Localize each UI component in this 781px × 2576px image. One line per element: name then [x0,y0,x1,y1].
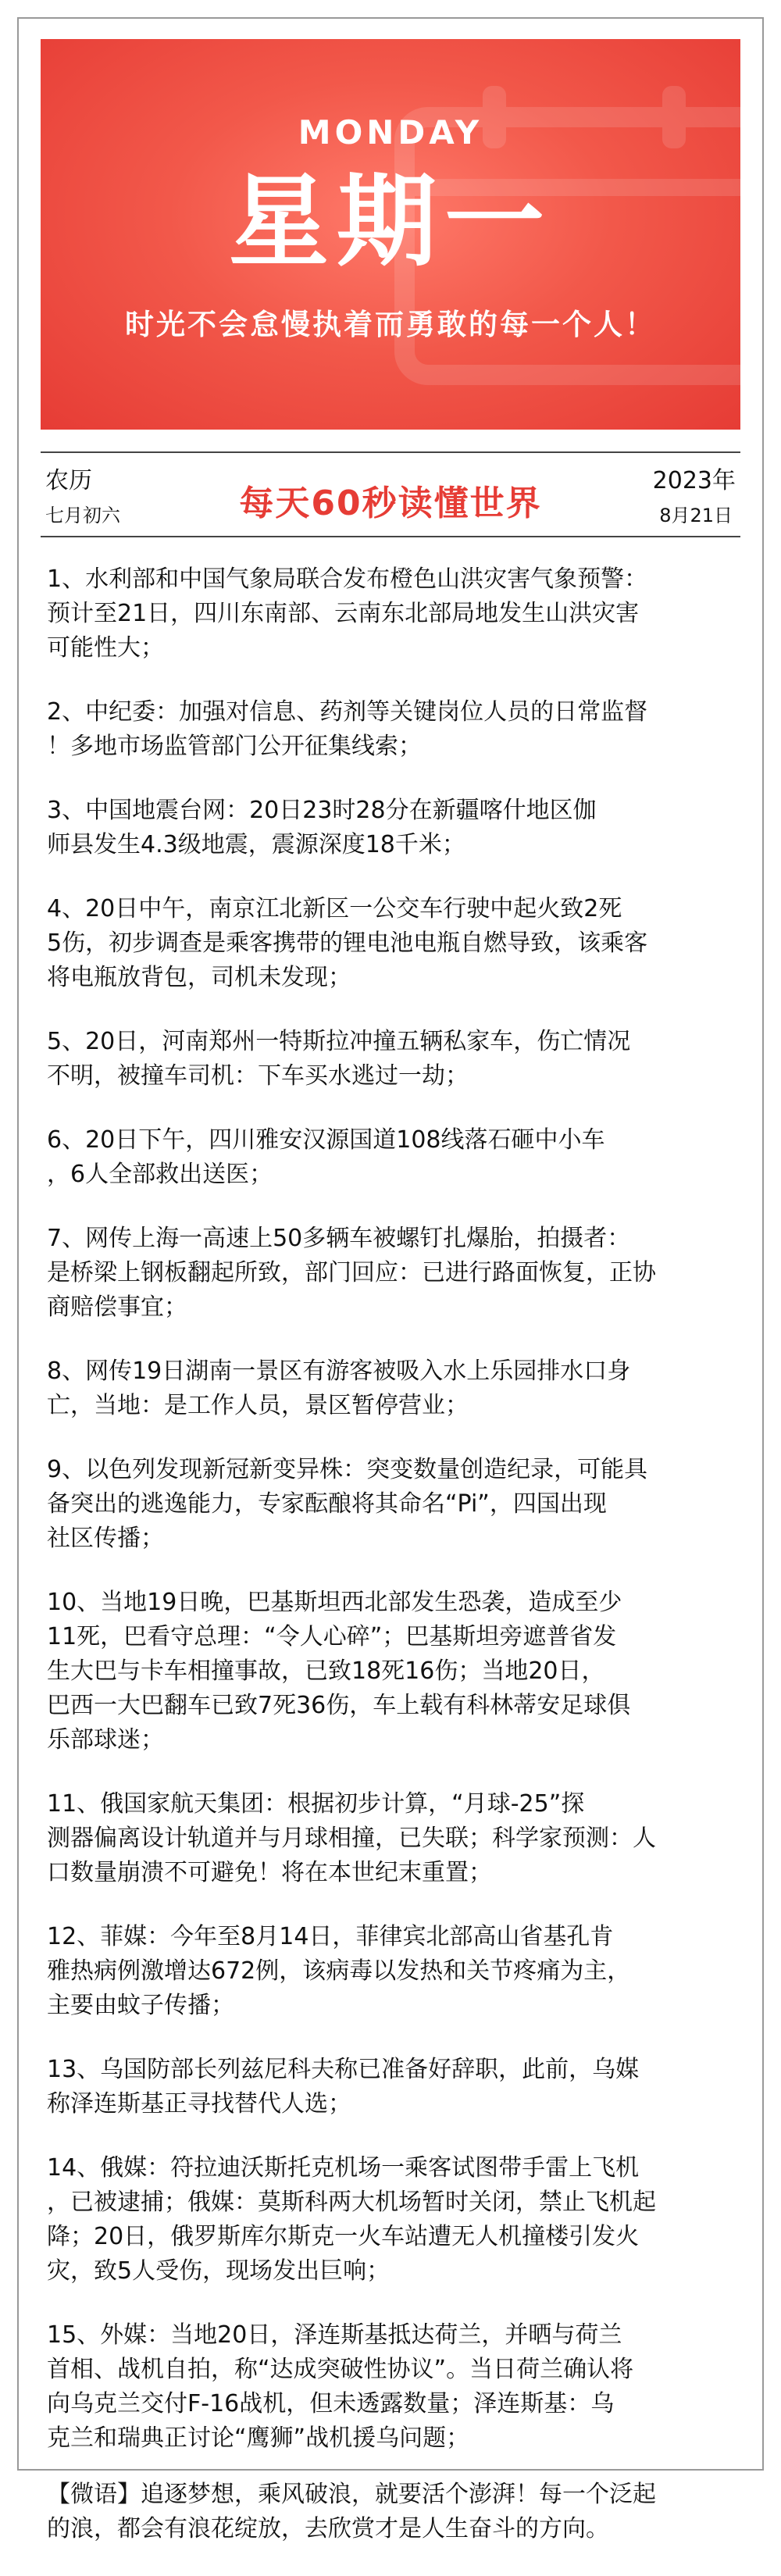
weekday-english: MONDAY [298,113,483,152]
weekday-chinese: 星期一 [228,164,552,280]
news-item-3: 3、中国地震台网：20日23时28分在新疆喀什地区伽 师县发生4.3级地震，震源深度18千米； [47,797,597,858]
news-item-11: 11、俄国家航天集团：根据初步计算，“月球-25”探 测器偏离设计轨道并与月球相撞，已失联；科学家预测：人 口数量崩溃不可避免！将在本世纪末重置； [47,1790,656,1886]
news-item-4: 4、20日中午，南京江北新区一公交车行驶中起火致2死 5伤，初步调查是乘客携带的锂电池电瓶自燃导致，该乘客 将电瓶放背包，司机未发现； [47,895,648,991]
news-item-8: 8、网传19日湖南一景区有游客被吸入水上乐园排水口身 亡，当地：是工作人员，景区暂停营业； [47,1358,631,1419]
news-item-9: 9、以色列发现新冠新变异株：突变数量创造纪录，可能具 备突出的逃逸能力，专家酝酿将其命名“Pi”，四国出现 社区传播； [47,1456,648,1552]
year-label: 2023年 [652,467,736,494]
page-title: 每天60秒读懂世界 [239,483,542,523]
news-item-12: 12、菲媒：今年至8月14日，菲律宾北部高山省基孔肯 雅热病例激增达672例，该病毒以发热和关节疼痛为主， 主要由蚊子传播； [47,1923,631,2019]
banner-slogan: 时光不会怠慢执着而勇敢的每一个人！ [125,308,656,341]
weiyu-quote: 【微语】追逐梦想，乘风破浪，就要活个澎湃！每一个泛起 的浪，都会有浪花绽放，去欣赏才是人生奋斗的方向。 [47,2481,656,2542]
news-item-13: 13、乌国防部长列兹尼科夫称已准备好辞职，此前，乌媒 称泽连斯基正寻找替代人选； [47,2056,640,2118]
lunar-label: 农历 [45,467,92,494]
news-item-10: 10、当地19日晚，巴基斯坦西北部发生恐袭，造成至少 11死，巴看守总理：“令人心碎”；巴基斯坦旁遮普省发 生大巴与卡车相撞事故，已致18死16伤；当地20日， 巴西一大巴翻车已致7死36伤，车上载有科林蒂安足球俱 乐部球迷； [47,1589,631,1754]
lunar-date: 七月初六 [45,505,120,526]
news-item-15: 15、外媒：当地20日，泽连斯基抵达荷兰，并晒与荷兰 首相、战机自拍，称“达成突破性协议”。当日荷兰确认将 向乌克兰交付F-16战机，但未透露数量；泽连斯基：乌 克兰和瑞典正讨论“鹰狮”战机援乌问题； [47,2321,634,2452]
news-item-1: 1、水利部和中国气象局联合发布橙色山洪灾害气象预警： 预计至21日，四川东南部、云南东北部局地发生山洪灾害 可能性大； [47,566,648,662]
news-item-2: 2、中纪委：加强对信息、药剂等关键岗位人员的日常监督 ！多地市场监管部门公开征集线索； [47,698,648,760]
news-item-7: 7、网传上海一高速上50多辆车被螺钉扎爆胎，拍摄者： 是桥梁上钢板翻起所致，部门回应：已进行路面恢复，正协 商赔偿事宜； [47,1225,656,1321]
news-list [47,562,734,2576]
news-item-6: 6、20日下午，四川雅安汉源国道108线落石砸中小车 ，6人全部救出送医； [47,1126,605,1188]
news-item-5: 5、20日，河南郑州一特斯拉冲撞五辆私家车，伤亡情况 不明，被撞车司机：下车买水逃过一劫； [47,1028,631,1090]
header-banner [41,39,740,430]
news-item-14: 14、俄媒：符拉迪沃斯托克机场一乘客试图带手雷上飞机 ，已被逮捕；俄媒：莫斯科两大机场暂时关闭，禁止飞机起 降；20日，俄罗斯库尔斯克一火车站遭无人机撞楼引发火 灾，致5人受伤，现场发出巨响； [47,2154,656,2285]
date-bar [41,451,740,537]
month-day-label: 8月21日 [659,505,733,526]
